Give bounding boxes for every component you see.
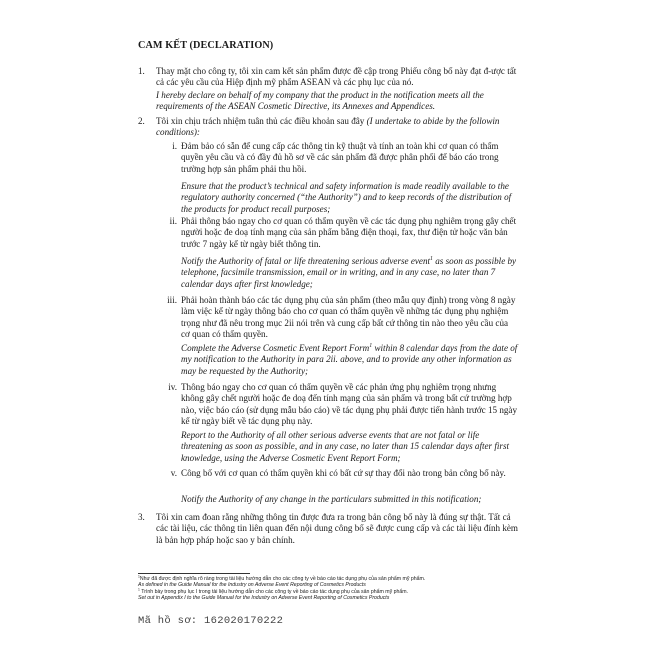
subitem-iii-vi: Phải hoàn thành báo các tác dụng phụ của sản phẩm (theo mẫu quy định) trong vòng 8 ngày làm việc kể từ ngày thông báo cho cơ quan có thẩm quyền về những tác dụng phụ nghiệm trọng như đã nêu trong mục 2ii nói trên và cung cấp bất cứ thông tin nào theo yêu cầu của cơ quan có thẩm quyền. <box>181 295 516 340</box>
subitem-v-en: Notify the Authority of any change in the particulars submitted in this notification; <box>181 494 482 504</box>
subitem-ii-number: ii. <box>169 216 177 226</box>
subitem-iii-en <box>181 343 519 377</box>
footnote-1-en: As defined in the Guide Manual for the Industry on Adverse Event Reporting of Cosmetics Products <box>138 582 366 588</box>
dossier-code: Mã hồ sơ: 162020170222 <box>138 615 284 627</box>
subitem-iii-number: iii. <box>167 295 177 305</box>
subitem-ii-en-part2: as soon as possible by telephone, facsimile transmission, email or in writing, and in any case, no later than 7 calendar days after first knowledge; <box>181 256 517 289</box>
item-1-en: I hereby declare on behalf of my company that the product in the notification meets all the requirements of the ASEAN Cosmetic Directive, its Annexes and Appendices. <box>156 90 484 112</box>
subitem-ii-en <box>181 256 519 290</box>
subitem-iv-number: iv. <box>168 382 177 392</box>
subitem-iii-en-part1: Complete the Adverse Cosmetic Event Report Form <box>181 343 370 353</box>
subitem-i-en: Ensure that the product’s technical and safety information is made readily available to the regulatory authority concerned (“the Authority”) and to keep records of the distribution of the products for product recall purposes; <box>181 181 512 214</box>
item-2-en: (I undertake to abide by the followin conditions): <box>156 116 500 138</box>
subitem-iv-vi: Thông báo ngay cho cơ quan có thẩm quyền về các phản ứng phụ nghiêm trọng nhưng không gây chết người hoặc đe doạ đến tính mạng của sản phẩm và trong bất cứ trường hợp nào, việc báo cáo (sử dụng mẫu báo cáo) về tác dụng phụ phải được tiến hành trước 15 ngày kể từ ngày biết về tác dụng phụ này. <box>181 382 518 427</box>
item-2-text <box>156 116 522 139</box>
subitem-iii-en-part2: within 8 calendar days from the date of my notification to the Authority in para 2ii. above, and to provide any other information as may be requested by the Authority; <box>181 343 518 376</box>
subitem-ii-vi: Phải thông báo ngay cho cơ quan có thẩm quyền về các tác dụng phụ nghiêm trọng gây chết người hoặc đe doạ tính mạng của sản phẩm bằng điện thoại, fax, thư điện tử hoặc văn bản trước 7 ngày kể từ ngày biết thông tin. <box>181 216 517 249</box>
subitem-i-number: i. <box>172 141 177 151</box>
subitem-i-vi: Đảm bảo có sẵn để cung cấp các thông tin kỹ thuật và tính an toàn khi cơ quan có thẩm quyền yêu cầu và có đầy đủ hồ sơ về các sản phẩm đã được phân phối để báo cáo trong trường hợp sản phẩm phải thu hồi. <box>181 141 499 174</box>
footnote-ref-1: 1 <box>430 255 433 262</box>
footnote-ref-2: 1 <box>369 342 373 349</box>
footnote-2-vi: $^1$ Trình bày trong phụ lục I trong tài liệu hướng dẫn cho các công ty về báo cáo tác dụng phụ của sản phẩm mỹ phẩm. <box>138 587 409 595</box>
item-3-vi: Tôi xin cam đoan rằng những thông tin được đưa ra trong bản công bố này là đúng sự thật. Tất cả các tài liệu, các thông tin liên quan đến nội dung công bố sẽ được cung cấp và các tài liệu đính kèm là bản hợp pháp hoặc sao y bản chính. <box>156 512 519 545</box>
footnote-1-vi: $^1$Như đã được định nghĩa rõ ràng trong tài liệu hướng dẫn cho các công ty về báo cáo tác dụng phụ của sản phẩm mỹ phẩm. <box>138 574 426 582</box>
footnote-2-en: Set out in Appendix I to the Guide Manual for the Industry on Adverse Event Reporting of Cosmetics Products <box>138 595 390 601</box>
item-2-number: 2. <box>138 116 145 126</box>
item-2-vi: Tôi xin chịu trách nhiệm tuân thủ các điều khoản sau đây <box>156 116 365 126</box>
subitem-iv-en: Report to the Authority of all other serious adverse events that are not fatal or life threatening as soon as possible, and in any case, no later than 15 calendar days after first knowledge, using the Adverse Cosmetic Event Report Form; <box>181 430 510 463</box>
item-1-number: 1. <box>138 66 145 76</box>
subitem-v-vi: Công bố với cơ quan có thẩm quyền khi có bất cứ sự thay đổi nào trong bản công bố này. <box>181 468 506 478</box>
page-title: CAM KẾT (DECLARATION) <box>138 40 274 51</box>
footnote-divider <box>138 573 250 574</box>
subitem-ii-en-part1: Notify the Authority of fatal or life threatening serious adverse event <box>181 256 431 266</box>
subitem-v-number: v. <box>170 468 177 478</box>
item-3-number: 3. <box>138 512 145 522</box>
item-1-vi: Thay mặt cho công ty, tôi xin cam kết sản phẩm được đề cập trong Phiếu công bố này đạt đ-ược tất cả các yêu cầu của Hiệp định mỹ phẩm ASEAN và các phụ lục của nó. <box>156 66 517 88</box>
